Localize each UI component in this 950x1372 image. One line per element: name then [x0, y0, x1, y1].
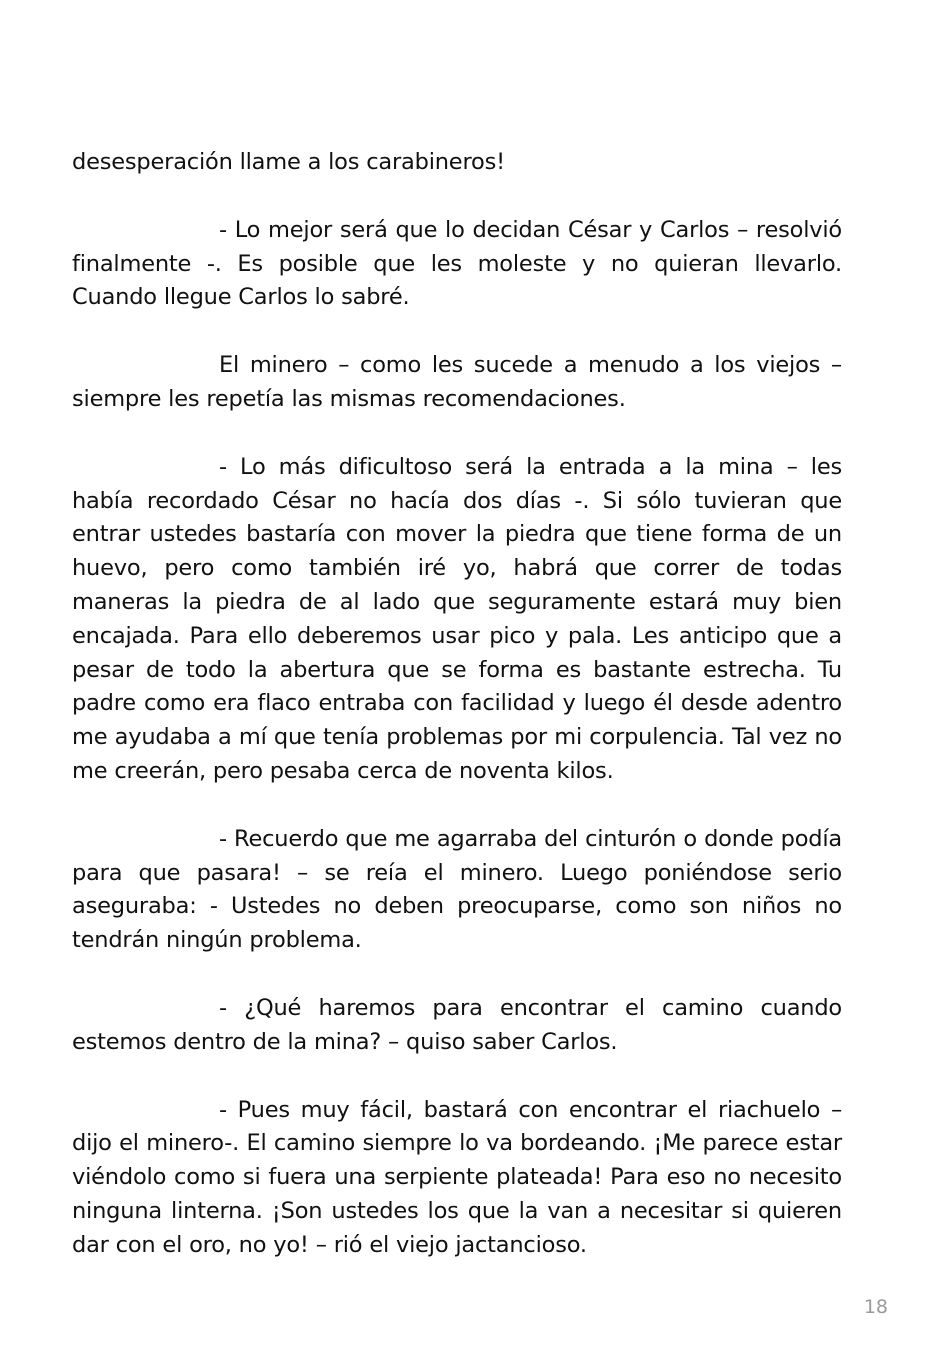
paragraph-3: El minero – como les sucede a menudo a los viejos – siempre les repetía las mismas recomendaciones.: [72, 352, 842, 412]
paragraph-6: - ¿Qué haremos para encontrar el camino cuando estemos dentro de la mina? – quiso saber Carlos.: [72, 994, 842, 1055]
paragraph-4: - Lo más dificultoso será la entrada a la mina – les había recordado César no hacía dos días -. Si sólo tuvieran que entrar ustedes bastaría con mover la piedra que tiene forma de un huevo, pero como también iré yo, habrá que correr de todas maneras la piedra de al lado que seguramente estará muy bien encajada. Para ello deberemos usar pico y pala. Les anticipo que a pesar de todo la abertura que se forma es bastante estrecha. Tu padre como era flaco entraba con facilidad y luego él desde adentro me ayudaba a mí que tenía problemas por mi corpulencia. Tal vez no me creerán, pero pesaba cerca de noventa kilos.: [72, 453, 842, 784]
paragraph-2: - Lo mejor será que lo decidan César y Carlos – resolvió finalmente -. Es posible que les moleste y no quieran llevarlo. Cuando llegue Carlos lo sabré.: [72, 216, 842, 311]
paragraph-1: desesperación llame a los carabineros!: [72, 149, 505, 175]
paragraph-5: - Recuerdo que me agarraba del cinturón o donde podía para que pasara! – se reía el minero. Luego poniéndose serio aseguraba: - Ustedes no deben preocuparse, como son niños no tendrán ningún problema.: [72, 825, 842, 954]
page-number: 18: [863, 1296, 888, 1318]
paragraph-7: - Pues muy fácil, bastará con encontrar el riachuelo – dijo el minero-. El camino siempre lo va bordeando. ¡Me parece estar viéndolo como si fuera una serpiente plateada! Para eso no necesito ninguna linterna. ¡Son ustedes los que la van a necesitar si quieren dar con el oro, no yo! – rió el viejo jactancioso.: [72, 1096, 842, 1258]
body-text: [72, 146, 842, 1297]
